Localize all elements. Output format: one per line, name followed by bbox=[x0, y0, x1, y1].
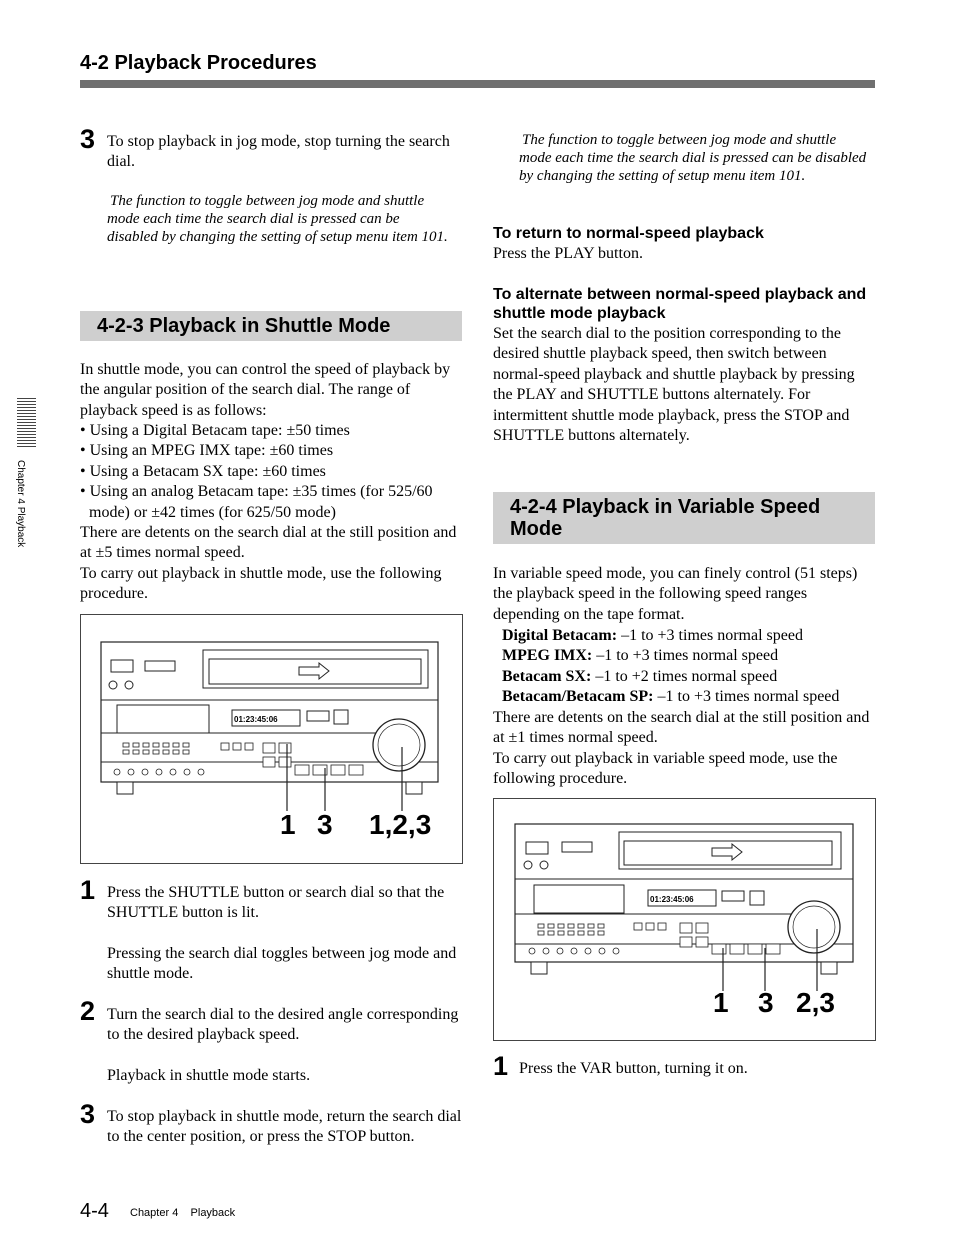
procedure-intro: To carry out playback in variable speed mode, use the following procedure. bbox=[493, 750, 838, 788]
list-item: • Using a Betacam SX tape: ±60 times bbox=[80, 462, 326, 480]
note-text: The function to toggle between jog mode and shuttle mode each time the search dial is pressed can be disabled by changing the setting of setup menu item 101. bbox=[519, 132, 867, 185]
side-chapter-label: Chapter 4 Playback bbox=[15, 460, 26, 548]
format-list bbox=[502, 626, 875, 708]
intro-paragraph: In variable speed mode, you can finely control (51 steps) the playback speed in the following speed ranges depending on the tape format. bbox=[493, 565, 858, 623]
list-item: Betacam SX: –1 to +2 times normal speed bbox=[502, 667, 778, 685]
step-result: Playback in shuttle mode starts. bbox=[107, 1067, 311, 1084]
step-number: 1 bbox=[493, 1051, 509, 1081]
chapter-tab-marker bbox=[17, 398, 36, 448]
list-item: • Using a Digital Betacam tape: ±50 times bbox=[80, 422, 350, 439]
callout-label: 1 bbox=[713, 987, 729, 1018]
callout-label: 1,2,3 bbox=[369, 809, 432, 840]
detents-paragraph: There are detents on the search dial at the still position and at ±5 times normal speed. bbox=[80, 524, 457, 562]
step-number: 3 bbox=[80, 124, 96, 154]
subheading: To return to normal-speed playback bbox=[493, 225, 764, 242]
step-result: Pressing the search dial toggles between jog mode and shuttle mode. bbox=[107, 945, 457, 983]
list-item: Betacam/Betacam SP: –1 to +3 times normal speed bbox=[502, 688, 840, 706]
callout-label: 3 bbox=[758, 987, 774, 1018]
subheading: To alternate between normal-speed playback and shuttle mode playback bbox=[493, 286, 867, 322]
step-number: 1 bbox=[80, 875, 96, 905]
step-number: 3 bbox=[80, 1099, 96, 1129]
step-text: Press the VAR button, turning it on. bbox=[519, 1060, 748, 1077]
list-item: • Using an analog Betacam tape: ±35 times (for 525/60 mode) or ±42 times (for 625/50 mode) bbox=[80, 483, 433, 521]
section-title: 4-2-4 Playback in Variable Speed Mode bbox=[510, 496, 821, 540]
note-text: The function to toggle between jog mode and shuttle mode each time the search dial is pressed can be disabled by changing the setting of setup menu item 101. bbox=[107, 193, 448, 246]
step-text: To stop playback in jog mode, stop turning the search dial. bbox=[107, 133, 450, 171]
procedure-intro: To carry out playback in shuttle mode, use the following procedure. bbox=[80, 565, 442, 603]
vtr-figure bbox=[80, 614, 463, 864]
header-rule bbox=[80, 80, 875, 88]
page-header: 4-2 Playback Procedures bbox=[80, 52, 317, 74]
detents-paragraph: There are detents on the search dial at the still position and at ±1 times normal speed. bbox=[493, 709, 870, 747]
section-title: 4-2-3 Playback in Shuttle Mode bbox=[97, 315, 391, 337]
section-bar bbox=[80, 311, 462, 341]
callout-label: 3 bbox=[317, 809, 333, 840]
speed-list bbox=[80, 421, 462, 523]
step-text: To stop playback in shuttle mode, return the search dial to the center position, or press the STOP button. bbox=[107, 1108, 462, 1146]
timecode-display: 01:23:45:06 bbox=[650, 895, 694, 904]
list-item: • Using an MPEG IMX tape: ±60 times bbox=[80, 442, 334, 460]
footer-chapter-label: Chapter 4 Playback bbox=[130, 1207, 236, 1219]
step-text: Turn the search dial to the desired angle corresponding to the desired playback speed. bbox=[107, 1006, 459, 1044]
vtr-figure bbox=[493, 798, 876, 1041]
section-bar bbox=[493, 492, 875, 544]
step-number: 2 bbox=[80, 996, 96, 1026]
step-text: Press the SHUTTLE button or search dial so that the SHUTTLE button is lit. bbox=[107, 884, 445, 922]
callout-label: 2,3 bbox=[796, 987, 835, 1018]
paragraph: Press the PLAY button. bbox=[493, 245, 643, 262]
list-item: MPEG IMX: –1 to +3 times normal speed bbox=[502, 647, 779, 665]
callout-label: 1 bbox=[280, 809, 296, 840]
intro-paragraph: In shuttle mode, you can control the speed of playback by the angular position of the search dial. The range of playback speed is as follows: bbox=[80, 361, 451, 419]
timecode-display: 01:23:45:06 bbox=[234, 715, 278, 724]
list-item: Digital Betacam: –1 to +3 times normal speed bbox=[502, 627, 803, 644]
paragraph: Set the search dial to the position corresponding to the desired shuttle playback speed, then switch between normal-speed playback and shuttle playback by pressing the PLAY and SHUTTLE buttons alternately. For intermittent shuttle mode playback, press the STOP and SHUTTLE buttons alternately. bbox=[493, 325, 855, 445]
page-number: 4-4 bbox=[80, 1200, 109, 1222]
